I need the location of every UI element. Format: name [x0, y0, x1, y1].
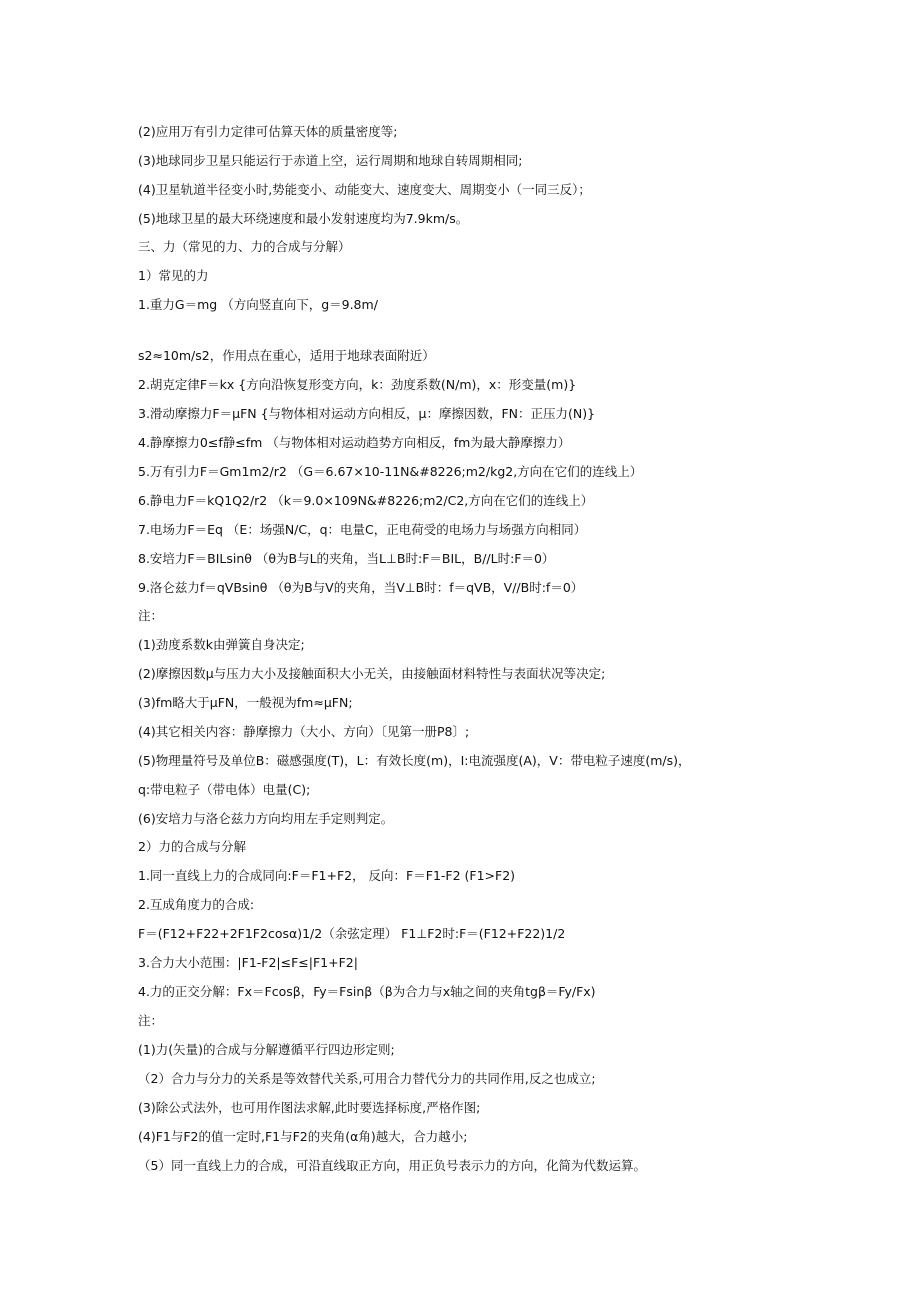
text-line: (5)物理量符号及单位B：磁感强度(T)，L：有效长度(m)，I:电流强度(A)，V：带电粒子速度(m/s)， [138, 753, 691, 768]
text-line: （2）合力与分力的关系是等效替代关系,可用合力替代分力的共同作用,反之也成立; [138, 1071, 596, 1086]
text-line: 2.互成角度力的合成: [138, 897, 255, 912]
text-line: (1)力(矢量)的合成与分解遵循平行四边形定则; [138, 1042, 395, 1057]
text-line: 5.万有引力F＝Gm1m2/r2 （G＝6.67×10-11N&#8226;m2/kg2,方向在它们的连线上） [138, 464, 643, 479]
section-heading: 三、力（常见的力、力的合成与分解） [138, 239, 351, 254]
text-line: 7.电场力F＝Eq （E：场强N/C，q：电量C，正电荷受的电场力与场强方向相同） [138, 522, 587, 537]
text-line: (3)fm略大于μFN，一般视为fm≈μFN; [138, 695, 353, 710]
text-line: 6.静电力F＝kQ1Q2/r2 （k＝9.0×109N&#8226;m2/C2,方向在它们的连线上） [138, 493, 594, 508]
text-line: q:带电粒子（带电体）电量(C); [138, 782, 311, 797]
text-line: (1)劲度系数k由弹簧自身决定; [138, 637, 305, 652]
text-line: (3)除公式法外，也可用作图法求解,此时要选择标度,严格作图; [138, 1100, 481, 1115]
text-line: 4.静摩擦力0≤f静≤fm （与物体相对运动趋势方向相反，fm为最大静摩擦力） [138, 435, 571, 450]
text-line: 4.力的正交分解：Fx＝Fcosβ，Fy＝Fsinβ（β为合力与x轴之间的夹角tgβ＝Fy/Fx) [138, 984, 596, 999]
text-line: (5)地球卫星的最大环绕速度和最小发射速度均为7.9km/s。 [138, 211, 469, 226]
text-line: (3)地球同步卫星只能运行于赤道上空，运行周期和地球自转周期相同; [138, 153, 523, 168]
subsection-heading: 1）常见的力 [138, 268, 209, 283]
text-line: 2.胡克定律F＝kx {方向沿恢复形变方向，k：劲度系数(N/m)，x：形变量(m)} [138, 377, 577, 392]
text-line: 3.合力大小范围：|F1-F2|≤F≤|F1+F2| [138, 955, 358, 970]
text-line: F＝(F12+F22+2F1F2cosα)1/2（余弦定理） F1⊥F2时:F＝(F12+F22)1/2 [138, 926, 566, 941]
subsection-heading: 2）力的合成与分解 [138, 839, 246, 854]
text-line: (4)F1与F2的值一定时,F1与F2的夹角(α角)越大，合力越小; [138, 1129, 468, 1144]
note-label: 注： [138, 1013, 164, 1028]
text-line: 8.安培力F＝BILsinθ （θ为B与L的夹角，当L⊥B时:F＝BIL，B//L时:F＝0） [138, 551, 555, 566]
text-line: （5）同一直线上力的合成，可沿直线取正方向，用正负号表示力的方向，化简为代数运算。 [138, 1158, 646, 1173]
text-line: 1.重力G＝mg （方向竖直向下，g＝9.8m/ [138, 297, 378, 312]
text-line: 9.洛仑兹力f＝qVBsinθ （θ为B与V的夹角，当V⊥B时：f＝qVB，V//B时:f＝0） [138, 580, 584, 595]
text-line: (2)应用万有引力定律可估算天体的质量密度等; [138, 124, 398, 139]
text-line: 1.同一直线上力的合成同向:F＝F1+F2， 反向：F＝F1-F2 (F1>F2) [138, 868, 516, 883]
text-line: (6)安培力与洛仑兹力方向均用左手定则判定。 [138, 811, 394, 826]
text-line: (4)卫星轨道半径变小时,势能变小、动能变大、速度变大、周期变小（一同三反）； [138, 182, 591, 197]
text-line: (4)其它相关内容：静摩擦力（大小、方向）〔见第一册P8〕; [138, 724, 470, 739]
text-line: s2≈10m/s2，作用点在重心，适用于地球表面附近） [138, 348, 435, 363]
note-label: 注： [138, 608, 164, 623]
text-line: 3.滑动摩擦力F＝μFN {与物体相对运动方向相反，μ：摩擦因数，FN：正压力(N)} [138, 406, 596, 421]
text-line: (2)摩擦因数μ与压力大小及接触面积大小无关，由接触面材料特性与表面状况等决定; [138, 666, 606, 681]
